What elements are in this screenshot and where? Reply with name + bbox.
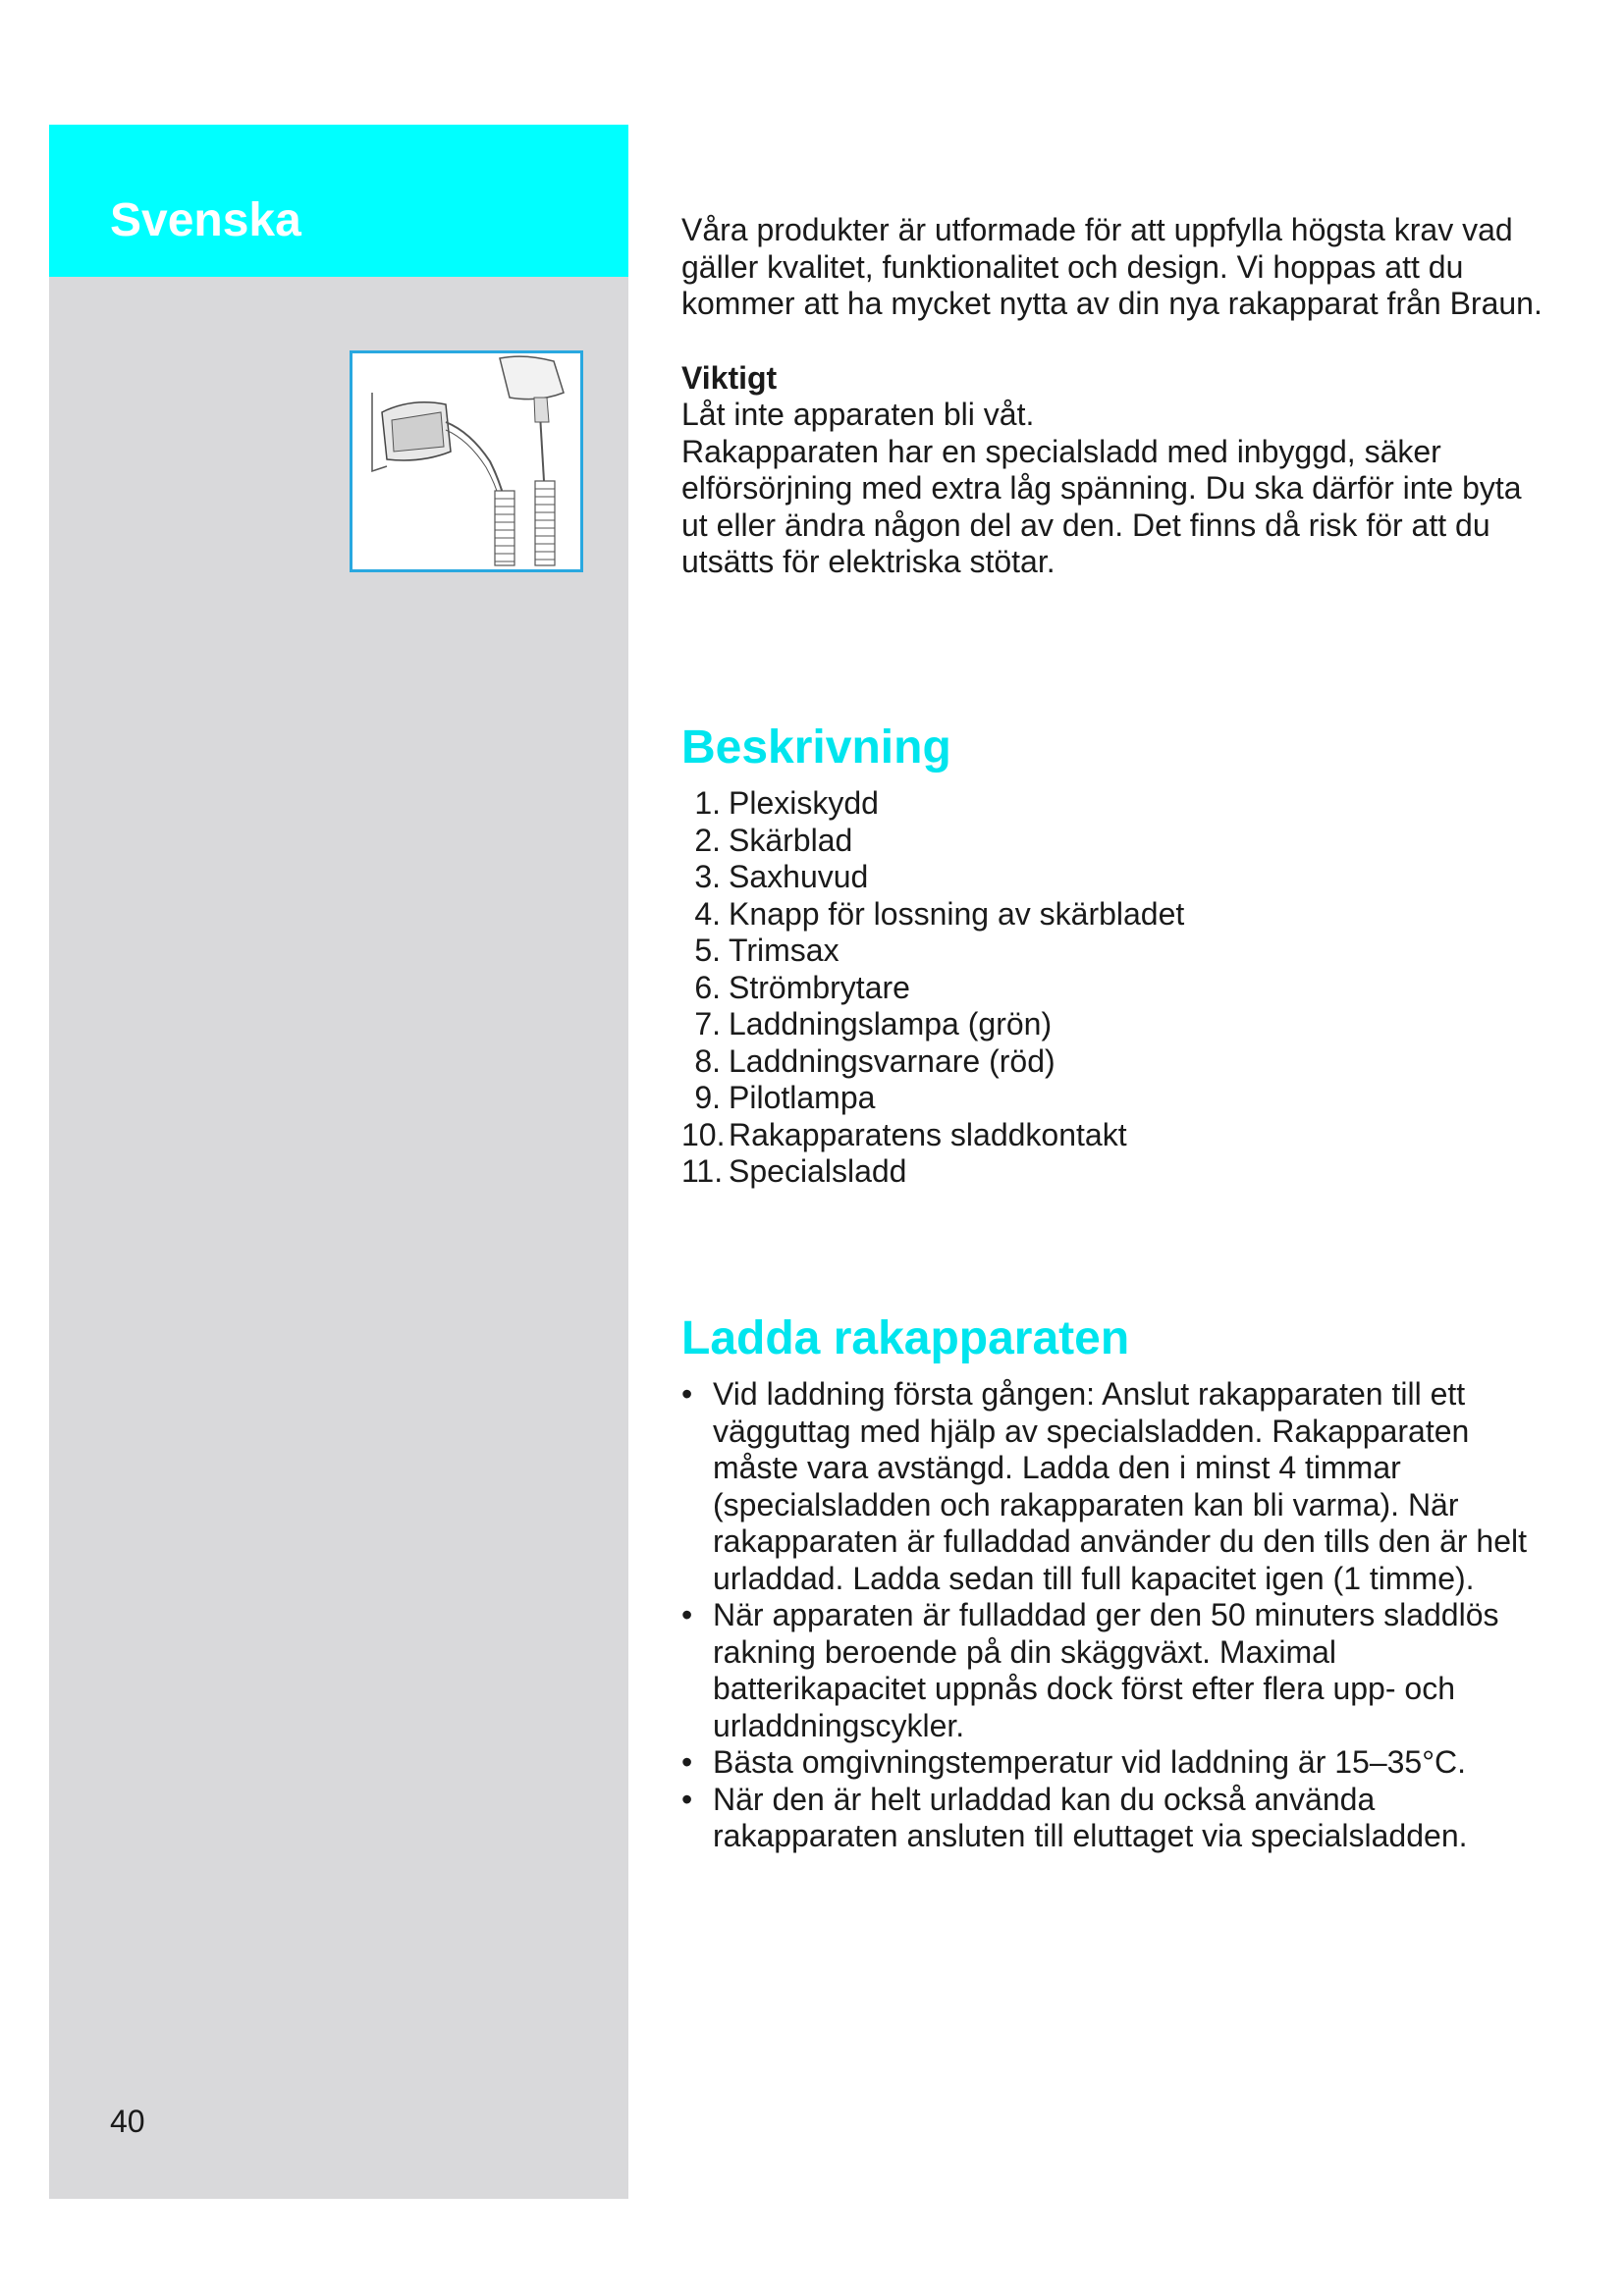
important-heading: Viktigt [681, 359, 778, 396]
important-line-1: Låt inte apparaten bli våt. [681, 397, 1035, 432]
list-item: 1. Plexiskydd [694, 785, 879, 821]
intro-paragraph: Våra produkter är utformade för att uppfylla högsta krav vad gäller kvalitet, funktionalitet och design. Vi hoppas att du kommer att ha mycket nytta av din nya rakapparat från Braun. [681, 212, 1543, 321]
description-heading: Beskrivning [681, 721, 951, 774]
list-item: • När den är helt urladdad kan du också använda rakapparaten ansluten till eluttaget via specialsladden. [681, 1781, 1468, 1853]
list-item: • Vid laddning första gången: Anslut rakapparaten till ett vägguttag med hjälp av specialsladden. Rakapparaten måste vara avstängd. Ladda den i minst 4 timmar (specialsladden och rakapparaten kan bli varma). När rakapparaten är fulladdad använder du den tills den är helt urladdad. Ladda sedan till full kapacitet igen (1 timme). [681, 1376, 1528, 1596]
list-item: • När apparaten är fulladdad ger den 50 minuters sladdlös rakning beroende på din skäggväxt. Maximal batterikapacitet uppnås dock först efter flera upp- och urladdningscykler. [681, 1597, 1499, 1743]
list-item: 9. Pilotlampa [694, 1080, 876, 1115]
important-line-2: Rakapparaten har en specialsladd med inbyggd, säker elförsörjning med extra låg spänning. Du ska därför inte byta ut eller ändra någon del av den. Det finns då risk för att du utsätts för elektriska stötar. [681, 433, 1522, 579]
list-item: 8. Laddningsvarnare (röd) [694, 1042, 1056, 1079]
list-item: 3. Saxhuvud [694, 859, 869, 894]
charging-bullets [681, 1376, 1545, 1855]
language-title: Svenska [110, 194, 301, 246]
list-item: 6. Strömbrytare [694, 969, 910, 1005]
list-item: 10. Rakapparatens sladdkontakt [681, 1116, 1127, 1152]
list-item: 7. Laddningslampa (grön) [694, 1006, 1053, 1041]
charging-section [681, 1311, 1545, 1855]
language-header-bar [49, 125, 628, 277]
parts-list [681, 785, 1545, 1191]
list-item: 2. Skärblad [694, 822, 853, 858]
intro-section [681, 212, 1545, 581]
list-item: 5. Trimsax [694, 933, 839, 968]
charging-heading: Ladda rakapparaten [681, 1312, 1130, 1364]
list-item: 11. Specialsladd [681, 1153, 907, 1189]
list-item: 4. Knapp för lossning av skärbladet [694, 895, 1185, 932]
description-section [681, 721, 1545, 1191]
page-number: 40 [110, 2104, 145, 2139]
shaver-plug-illustration [350, 350, 583, 572]
list-item: • Bästa omgivningstemperatur vid laddning är 15–35°C. [681, 1744, 1467, 1780]
